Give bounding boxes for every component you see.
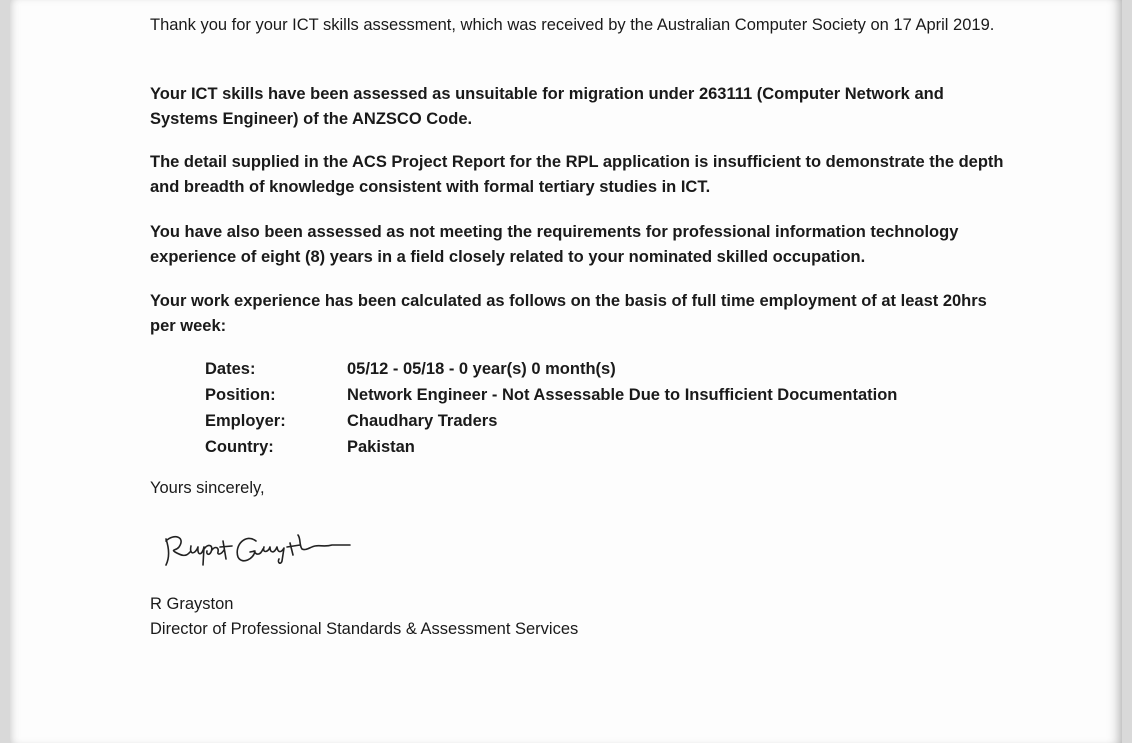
experience-paragraph: You have also been assessed as not meeting the requirements for professional information technology experience of eight (8) years in a field closely related to your nominated skilled occupation. bbox=[150, 223, 959, 266]
work-calc-paragraph: Your work experience has been calculated as follows on the basis of full time employment of at least 20hrs per week: bbox=[150, 292, 987, 335]
closing-text: Yours sincerely, bbox=[150, 479, 265, 497]
handwritten-signature bbox=[160, 525, 400, 575]
letter-page bbox=[10, 0, 1122, 743]
detail-label: Country: bbox=[205, 438, 274, 456]
detail-label: Position: bbox=[205, 386, 276, 404]
detail-label: Employer: bbox=[205, 412, 286, 430]
work-experience-details bbox=[205, 356, 1005, 460]
assessment-result-paragraph: Your ICT skills have been assessed as unsuitable for migration under 263111 (Computer Network and Systems Engineer) of the ANZSCO Code. bbox=[150, 85, 944, 128]
signer-title: Director of Professional Standards & Assessment Services bbox=[150, 620, 579, 638]
detail-label: Dates: bbox=[205, 360, 256, 378]
detail-row-dates bbox=[205, 356, 1005, 382]
detail-row-country bbox=[205, 434, 1005, 460]
detail-value: Pakistan bbox=[347, 438, 415, 456]
rpl-paragraph: The detail supplied in the ACS Project Report for the RPL application is insufficient to demonstrate the depth and breadth of knowledge consistent with formal tertiary studies in ICT. bbox=[150, 153, 1004, 196]
detail-value: Network Engineer - Not Assessable Due to Insufficient Documentation bbox=[347, 386, 898, 404]
signer-name: R Grayston bbox=[150, 595, 234, 613]
detail-row-employer bbox=[205, 408, 1005, 434]
detail-row-position bbox=[205, 382, 1005, 408]
intro-paragraph: Thank you for your ICT skills assessment, which was received by the Australian Computer Society on 17 April 2019. bbox=[150, 16, 995, 34]
detail-value: Chaudhary Traders bbox=[347, 412, 498, 430]
detail-value: 05/12 - 05/18 - 0 year(s) 0 month(s) bbox=[347, 360, 616, 378]
